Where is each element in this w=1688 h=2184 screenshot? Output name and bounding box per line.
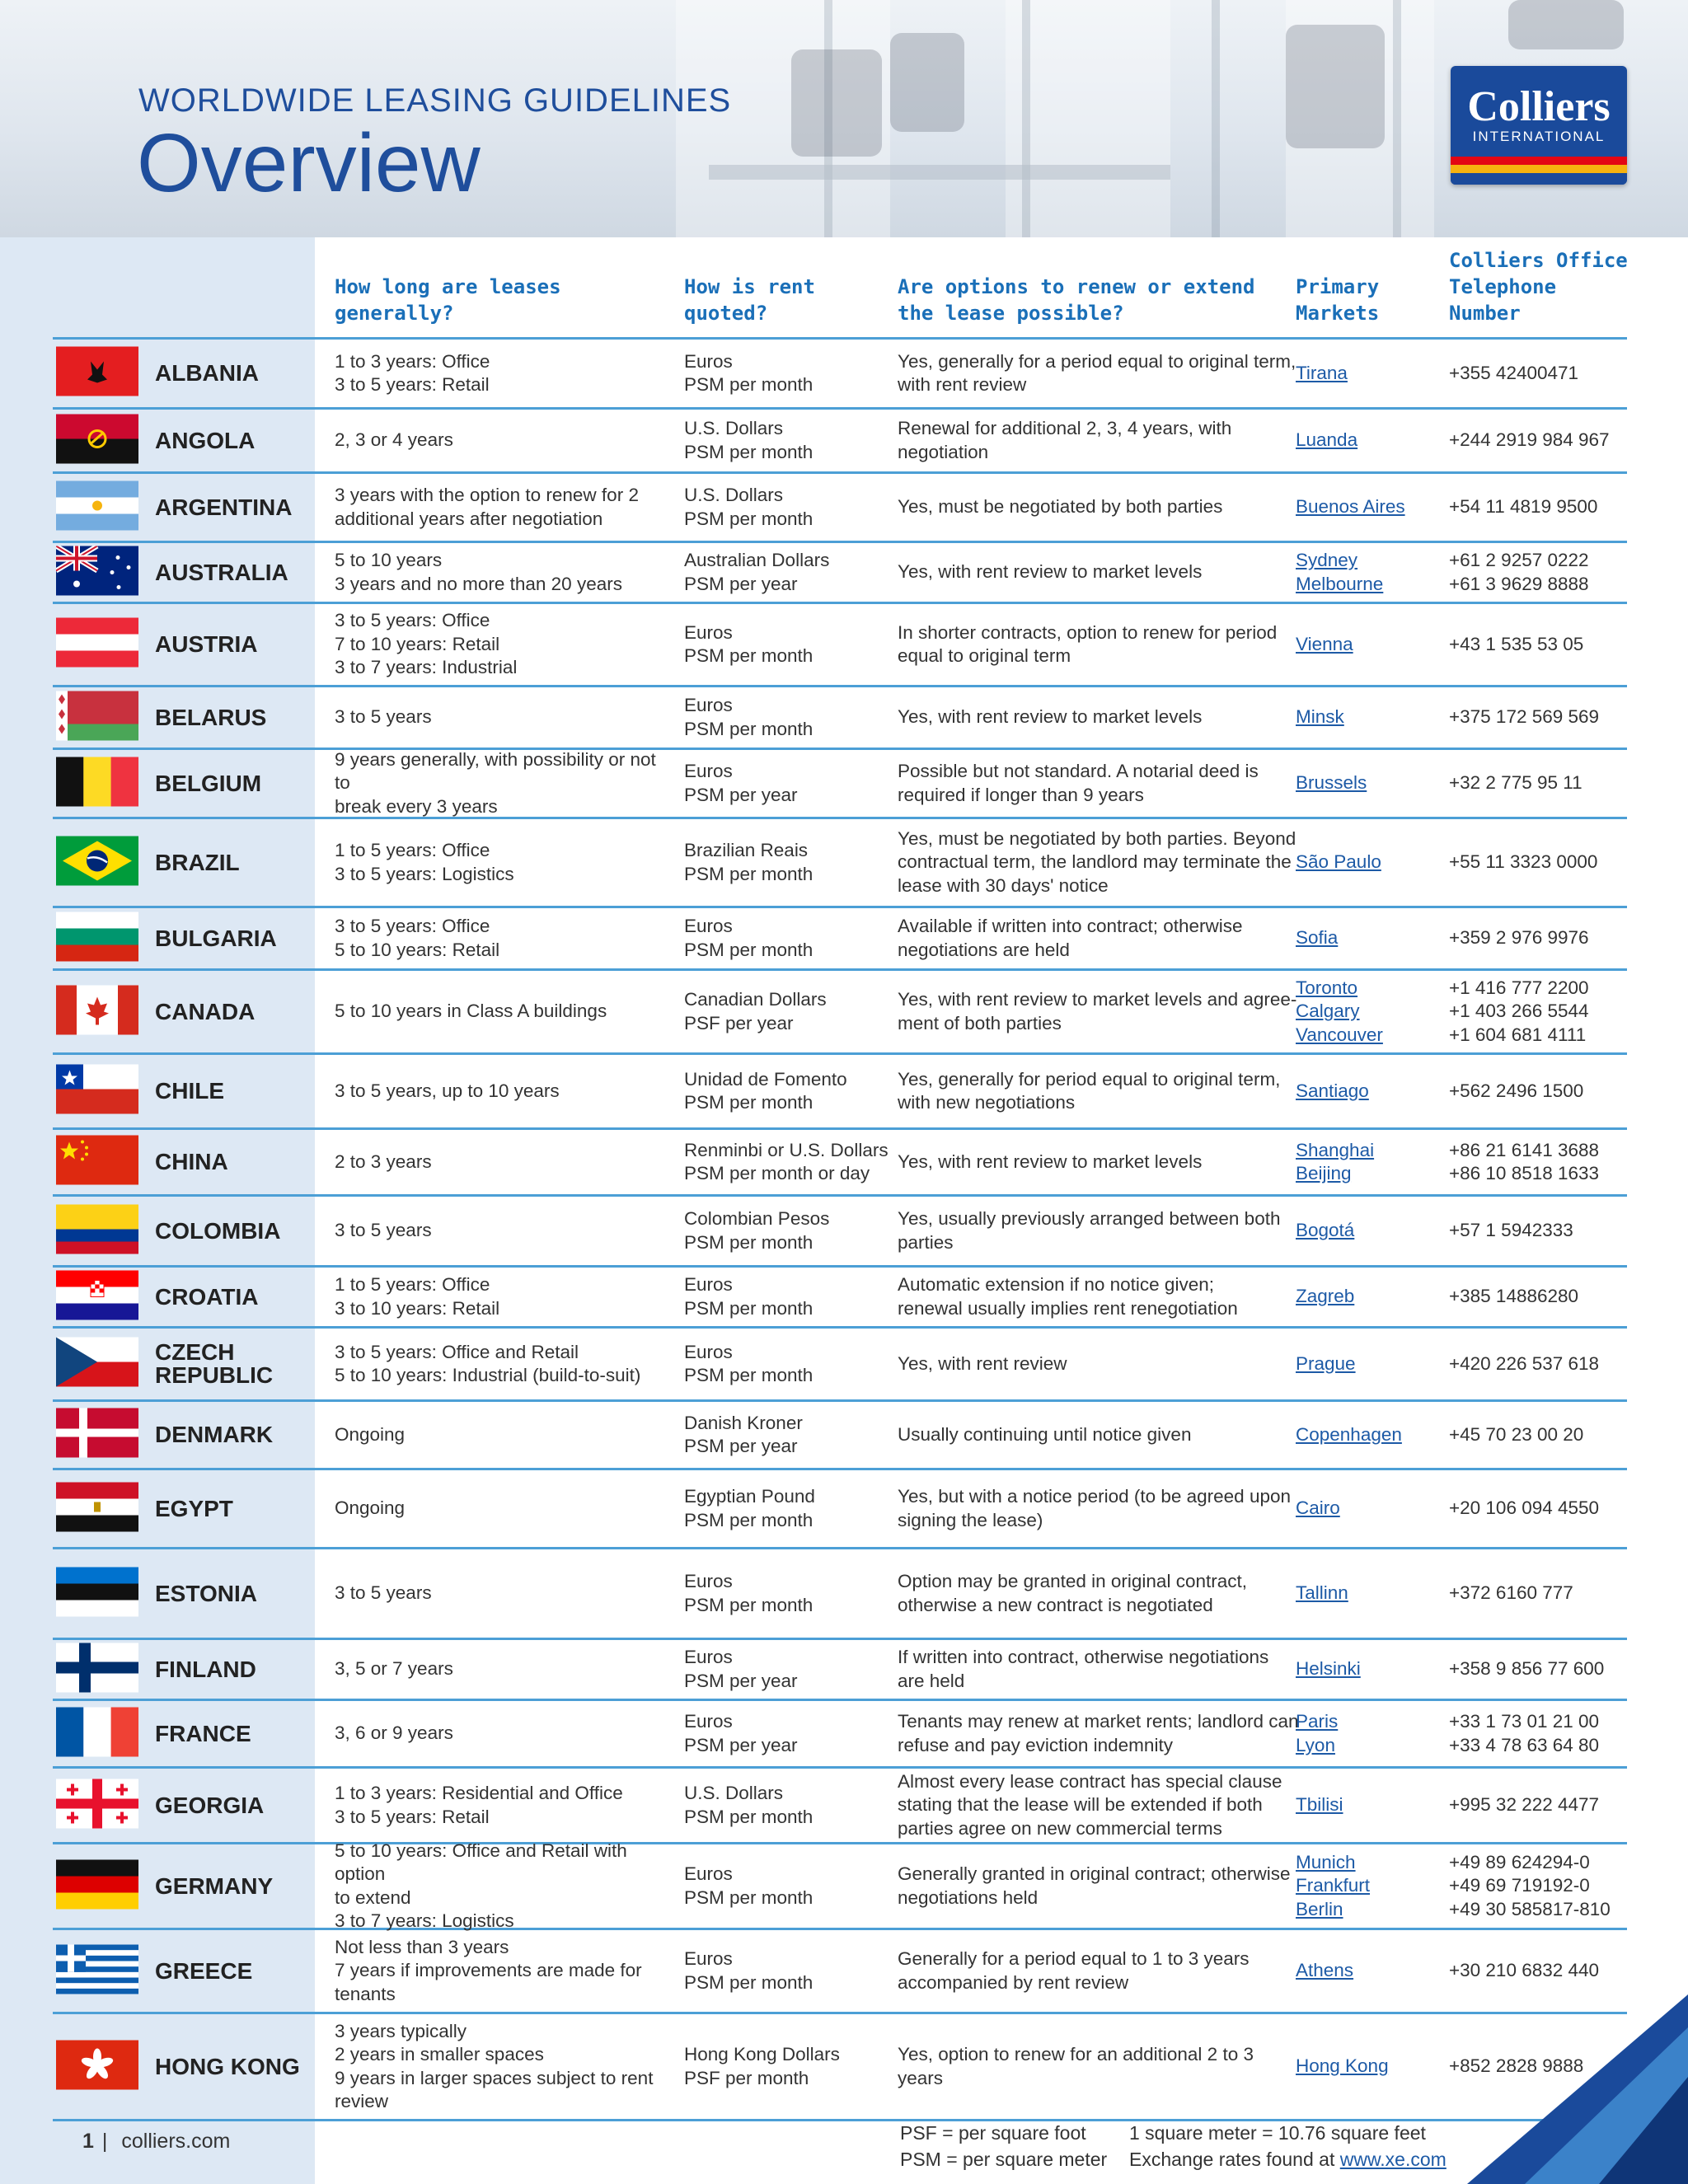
rent-quoted: Renminbi or U.S. Dollars PSM per month or day [684, 1139, 889, 1183]
primary-markets [1296, 604, 1436, 685]
rent-quoted: Euros PSM per year [684, 1711, 798, 1755]
flag-germany-icon [56, 1859, 138, 1913]
country-name: CHILE [155, 1078, 224, 1104]
market-links[interactable]: Santiago [1296, 1080, 1369, 1101]
country-name: EGYPT [155, 1495, 233, 1521]
renew-options: In shorter contracts, option to renew for period equal to original term [898, 621, 1278, 666]
table-row [53, 1840, 1627, 1931]
country-name: BELGIUM [155, 770, 262, 796]
lease-length: 3 to 5 years: Office and Retail 5 to 10 years: Industrial (build-to-suit) [335, 1341, 641, 1385]
telephone-number: +244 2919 984 967 [1449, 429, 1610, 451]
telephone-number: +995 32 222 4477 [1449, 1794, 1600, 1816]
rent-quoted: Canadian Dollars PSF per year [684, 989, 827, 1033]
primary-markets [1296, 819, 1436, 906]
column-header-lease-length: How long are leases generally? [335, 275, 561, 325]
rent-quoted: U.S. Dollars PSM per month [684, 1783, 814, 1827]
table-row [53, 1640, 1627, 1701]
lease-length: 3 to 5 years [335, 706, 432, 728]
renew-options: Yes, generally for a period equal to original term, with rent review [898, 350, 1296, 395]
telephone-number: +45 70 23 00 20 [1449, 1423, 1584, 1445]
market-links[interactable]: Vienna [1296, 633, 1353, 654]
flag-denmark-icon [56, 1408, 138, 1462]
renew-options: Yes, with rent review to market levels and agree- ment of both parties [898, 989, 1297, 1033]
renew-options: Yes, option to renew for an additional 2 to 3 years [898, 2044, 1254, 2088]
market-links[interactable]: Cairo [1296, 1497, 1340, 1519]
primary-markets [1296, 1055, 1436, 1127]
page-title: Overview [137, 117, 481, 209]
market-links[interactable]: Athens [1296, 1960, 1354, 1981]
country-name: ESTONIA [155, 1580, 257, 1606]
lease-length: 2 to 3 years [335, 1151, 432, 1172]
lease-length: Ongoing [335, 1423, 406, 1445]
renew-options: Yes, usually previously arranged between both parties [898, 1208, 1281, 1253]
country-name: ANGOLA [155, 427, 256, 453]
renew-options: Possible but not standard. A notarial deed is required if longer than 9 years [898, 761, 1259, 805]
renew-options: Generally granted in original contract; otherwise negotiations held [898, 1863, 1291, 1908]
market-links[interactable]: Munich Frankfurt Berlin [1296, 1851, 1371, 1919]
telephone-number: +359 2 976 9976 [1449, 927, 1589, 949]
market-links[interactable]: Sydney Melbourne [1296, 550, 1384, 594]
country-name: DENMARK [155, 1422, 274, 1447]
primary-markets [1296, 1640, 1436, 1699]
renew-options: Renewal for additional 2, 3, 4 years, with negotiation [898, 418, 1232, 462]
telephone-number: +33 1 73 01 21 00 +33 4 78 63 64 80 [1449, 1711, 1600, 1755]
country-name: HONG KONG [155, 2053, 300, 2079]
flag-hongkong-icon [56, 2040, 138, 2093]
lease-length: Not less than 3 years 7 years if improvements are made for tenants [335, 1936, 642, 2004]
table-row [53, 1930, 1627, 2014]
table-row [53, 908, 1627, 971]
country-name: BULGARIA [155, 925, 277, 951]
telephone-number: +420 226 537 618 [1449, 1352, 1600, 1374]
primary-markets [1296, 1844, 1436, 1928]
market-links[interactable]: Tallinn [1296, 1582, 1348, 1604]
primary-markets [1296, 971, 1436, 1052]
lease-length: 3 to 5 years [335, 1220, 432, 1241]
renew-options: Yes, generally for period equal to original term, with new negotiations [898, 1068, 1281, 1113]
flag-australia-icon [56, 546, 138, 599]
market-links[interactable]: Zagreb [1296, 1286, 1355, 1307]
renew-options: Usually continuing until notice given [898, 1423, 1192, 1445]
table-row [53, 1769, 1627, 1844]
telephone-number: +54 11 4819 9500 [1449, 496, 1598, 518]
xe-link[interactable]: www.xe.com [1339, 2149, 1447, 2170]
lease-length: 1 to 3 years: Office 3 to 5 years: Retail [335, 350, 490, 395]
country-name: FRANCE [155, 1720, 251, 1746]
renew-options: Available if written into contract; otherwise negotiations are held [898, 916, 1243, 960]
table-row [53, 687, 1627, 750]
telephone-number: +385 14886280 [1449, 1286, 1579, 1307]
primary-markets [1296, 1197, 1436, 1265]
rates-prefix: Exchange rates found at [1129, 2149, 1335, 2170]
telephone-number: +30 210 6832 440 [1449, 1960, 1600, 1981]
flag-angola-icon [56, 414, 138, 467]
lease-length: 3, 5 or 7 years [335, 1658, 453, 1680]
primary-markets [1296, 543, 1436, 602]
colliers-logo [1451, 66, 1627, 185]
primary-markets [1296, 908, 1436, 968]
country-name: BRAZIL [155, 849, 240, 875]
table-row [53, 604, 1627, 687]
flag-albania-icon [56, 347, 138, 401]
table-row [53, 474, 1627, 543]
table-row [53, 410, 1627, 474]
rent-quoted: Unidad de Fomento PSM per month [684, 1068, 847, 1113]
lease-length: 1 to 5 years: Office 3 to 5 years: Logistics [335, 840, 514, 884]
telephone-number: +61 2 9257 0222 +61 3 9629 8888 [1449, 550, 1589, 594]
rent-quoted: Euros PSM per month [684, 695, 814, 739]
country-name: AUSTRIA [155, 631, 258, 657]
column-header-renew-options: Are options to renew or extend the lease possible? [898, 275, 1255, 325]
table-row [53, 750, 1627, 819]
logo-sub: INTERNATIONAL [1472, 129, 1606, 144]
lease-length: 3 to 5 years: Office 7 to 10 years: Retail 3 to 7 years: Industrial [335, 610, 518, 678]
telephone-number: +32 2 775 95 11 [1449, 772, 1582, 794]
lease-length: 3 to 5 years [335, 1582, 432, 1604]
note-psm: PSM = per square meter [900, 2149, 1108, 2170]
lease-length: 1 to 3 years: Residential and Office 3 to 5 years: Retail [335, 1783, 623, 1827]
country-name: BELARUS [155, 704, 267, 730]
market-links[interactable]: Tbilisi [1296, 1794, 1343, 1816]
renew-options: Yes, but with a notice period (to be agreed upon signing the lease) [898, 1486, 1292, 1530]
flag-croatia-icon [56, 1270, 138, 1324]
flag-georgia-icon [56, 1779, 138, 1832]
primary-markets [1296, 1329, 1436, 1399]
rent-quoted: Euros PSM per month [684, 350, 814, 395]
market-links[interactable]: Sofia [1296, 927, 1339, 949]
telephone-number: +43 1 535 53 05 [1449, 633, 1584, 654]
lease-length: 3 to 5 years: Office 5 to 10 years: Retail [335, 916, 500, 960]
telephone-number: +375 172 569 569 [1449, 706, 1600, 728]
lease-length: 1 to 5 years: Office 3 to 10 years: Retail [335, 1274, 500, 1319]
rent-quoted: Euros PSM per month [684, 1274, 814, 1319]
primary-markets [1296, 340, 1436, 407]
table-row [53, 1197, 1627, 1268]
market-links[interactable]: Helsinki [1296, 1658, 1361, 1680]
renew-options: Yes, with rent review to market levels [898, 706, 1203, 728]
primary-markets [1296, 750, 1436, 817]
flag-chile-icon [56, 1065, 138, 1118]
primary-markets [1296, 474, 1436, 541]
renew-options: Option may be granted in original contract, otherwise a new contract is negotiated [898, 1571, 1247, 1615]
country-name: CROATIA [155, 1283, 259, 1310]
rent-quoted: Euros PSM per month [684, 1341, 814, 1385]
flag-argentina-icon [56, 480, 138, 534]
renew-options: Yes, with rent review to market levels [898, 561, 1203, 583]
flag-czech-icon [56, 1338, 138, 1391]
table-row [53, 1268, 1627, 1329]
table-row [53, 1470, 1627, 1549]
market-links[interactable]: Luanda [1296, 429, 1358, 451]
market-links[interactable]: Toronto Calgary Vancouver [1296, 977, 1383, 1045]
market-links[interactable]: Copenhagen [1296, 1423, 1402, 1445]
flag-austria-icon [56, 618, 138, 672]
rent-quoted: Euros PSM per month [684, 916, 814, 960]
rent-quoted: Danish Kroner PSM per year [684, 1412, 803, 1456]
table-row [53, 1402, 1627, 1470]
rent-quoted: Australian Dollars PSM per year [684, 550, 830, 594]
market-links[interactable]: Prague [1296, 1352, 1356, 1374]
table-row [53, 2014, 1627, 2121]
rent-quoted: Euros PSM per year [684, 1647, 798, 1691]
telephone-number: +20 106 094 4550 [1449, 1497, 1600, 1519]
page-number: 1 [82, 2130, 94, 2153]
market-links[interactable]: São Paulo [1296, 851, 1381, 873]
flag-france-icon [56, 1707, 138, 1760]
table-row [53, 819, 1627, 908]
primary-markets [1296, 1268, 1436, 1326]
country-name: GEORGIA [155, 1792, 265, 1818]
telephone-number: +49 89 624294-0 +49 69 719192-0 +49 30 585817-810 [1449, 1851, 1611, 1919]
country-name: CHINA [155, 1149, 228, 1174]
conversion-notes [1129, 2120, 1447, 2172]
note-rates [1129, 2146, 1447, 2172]
market-links[interactable]: Buenos Aires [1296, 496, 1405, 518]
lease-length: 5 to 10 years: Office and Retail with option to extend 3 to 7 years: Logistics [335, 1840, 627, 1931]
lease-length: 3 years with the option to renew for 2 additional years after negotiation [335, 485, 639, 529]
rent-quoted: Euros PSM per month [684, 1863, 814, 1908]
table-row [53, 1549, 1627, 1640]
lease-length: 5 to 10 years 3 years and no more than 20 years [335, 550, 622, 594]
column-header-primary-markets: Primary Markets [1296, 275, 1380, 325]
country-name: GREECE [155, 1957, 253, 1984]
document-subtitle: WORLDWIDE LEASING GUIDELINES [138, 82, 732, 119]
market-links[interactable]: Brussels [1296, 772, 1367, 794]
country-name: FINLAND [155, 1656, 256, 1682]
market-links[interactable]: Shanghai Beijing [1296, 1139, 1375, 1183]
flag-greece-icon [56, 1944, 138, 1998]
primary-markets [1296, 1402, 1436, 1468]
country-name: AUSTRALIA [155, 559, 288, 585]
lease-length: 3 to 5 years, up to 10 years [335, 1080, 560, 1101]
table-row [53, 1701, 1627, 1769]
lease-length: 9 years generally, with possibility or not to break every 3 years [335, 748, 656, 817]
renew-options: Yes, with rent review to market levels [898, 1151, 1203, 1172]
telephone-number: +562 2496 1500 [1449, 1080, 1584, 1101]
renew-options: Generally for a period equal to 1 to 3 years accompanied by rent review [898, 1948, 1250, 1993]
renew-options: Almost every lease contract has special clause stating that the lease will be extended if both parties agree on new commercial terms [898, 1770, 1282, 1839]
renew-options: Yes, must be negotiated by both parties. Beyond contractual term, the landlord may terminate the lease with 30 days' notice [898, 827, 1296, 896]
lease-length: 5 to 10 years in Class A buildings [335, 1001, 607, 1022]
column-header-telephone: Colliers Office Telephone Number [1449, 249, 1628, 325]
corner-graphic [1401, 1994, 1688, 2184]
renew-options: If written into contract, otherwise negotiations are held [898, 1647, 1269, 1691]
market-links[interactable]: Paris Lyon [1296, 1711, 1339, 1755]
flag-bulgaria-icon [56, 912, 138, 965]
primary-markets [1296, 1701, 1436, 1766]
lease-length: 3 years typically 2 years in smaller spaces 9 years in larger spaces subject to rent review [335, 2020, 654, 2111]
flag-belarus-icon [56, 691, 138, 744]
abbrev-notes [900, 2120, 1107, 2172]
telephone-number: +372 6160 777 [1449, 1582, 1573, 1604]
rent-quoted: Brazilian Reais PSM per month [684, 840, 814, 884]
renew-options: Yes, with rent review [898, 1352, 1067, 1374]
renew-options: Automatic extension if no notice given; renewal usually implies rent renegotiation [898, 1274, 1238, 1319]
flag-colombia-icon [56, 1204, 138, 1258]
flag-china-icon [56, 1136, 138, 1189]
table-row [53, 543, 1627, 604]
rent-quoted: Hong Kong Dollars PSF per month [684, 2044, 840, 2088]
renew-options: Yes, must be negotiated by both parties [898, 496, 1223, 518]
telephone-number: +355 42400471 [1449, 362, 1579, 383]
rent-quoted: U.S. Dollars PSM per month [684, 485, 814, 529]
flag-brazil-icon [56, 836, 138, 889]
rent-quoted: U.S. Dollars PSM per month [684, 418, 814, 462]
footer-site[interactable]: colliers.com [121, 2130, 231, 2153]
primary-markets [1296, 410, 1436, 471]
telephone-number: +358 9 856 77 600 [1449, 1658, 1605, 1680]
lease-length: 2, 3 or 4 years [335, 429, 453, 451]
page-footer: 1 | colliers.com [82, 2130, 231, 2153]
telephone-number: +55 11 3323 0000 [1449, 851, 1598, 873]
telephone-number: +86 21 6141 3688 +86 10 8518 1633 [1449, 1139, 1600, 1183]
country-name: CZECH REPUBLIC [155, 1339, 274, 1388]
table-row [53, 971, 1627, 1055]
primary-markets [1296, 687, 1436, 748]
flag-estonia-icon [56, 1567, 138, 1620]
flag-egypt-icon [56, 1482, 138, 1535]
primary-markets [1296, 1130, 1436, 1194]
market-links[interactable]: Tirana [1296, 362, 1348, 383]
table-row [53, 340, 1627, 410]
rent-quoted: Euros PSM per month [684, 621, 814, 666]
lease-length: 3, 6 or 9 years [335, 1722, 453, 1744]
rent-quoted: Euros PSM per year [684, 761, 798, 805]
lease-length: Ongoing [335, 1497, 406, 1519]
rent-quoted: Euros PSM per month [684, 1571, 814, 1615]
note-psf: PSF = per square foot [900, 2122, 1086, 2144]
country-name: ARGENTINA [155, 494, 293, 520]
telephone-number: +852 2828 9888 [1449, 2055, 1584, 2077]
table-row [53, 1329, 1627, 1402]
flag-belgium-icon [56, 757, 138, 810]
primary-markets [1296, 1470, 1436, 1547]
market-links[interactable]: Bogotá [1296, 1220, 1355, 1241]
primary-markets [1296, 1769, 1436, 1842]
market-links[interactable]: Minsk [1296, 706, 1344, 728]
country-name: COLOMBIA [155, 1217, 281, 1244]
table-row [53, 1055, 1627, 1130]
country-name: GERMANY [155, 1872, 274, 1899]
note-sqm: 1 square meter = 10.76 square feet [1129, 2122, 1426, 2144]
table-row [53, 1130, 1627, 1197]
logo-name: Colliers [1467, 83, 1611, 130]
rent-quoted: Euros PSM per month [684, 1948, 814, 1993]
renew-options: Tenants may renew at market rents; landlord can refuse and pay eviction indemnity [898, 1711, 1299, 1755]
rent-quoted: Egyptian Pound PSM per month [684, 1486, 815, 1530]
rent-quoted: Colombian Pesos PSM per month [684, 1208, 830, 1253]
flag-canada-icon [56, 985, 138, 1038]
country-name: CANADA [155, 998, 256, 1024]
telephone-number: +1 416 777 2200 +1 403 266 5544 +1 604 681 4111 [1449, 977, 1589, 1045]
flag-finland-icon [56, 1643, 138, 1696]
primary-markets [1296, 1549, 1436, 1638]
column-header-rent-quoted: How is rent quoted? [684, 275, 815, 325]
telephone-number: +57 1 5942333 [1449, 1220, 1573, 1241]
country-name: ALBANIA [155, 360, 259, 386]
market-links[interactable]: Hong Kong [1296, 2055, 1389, 2077]
